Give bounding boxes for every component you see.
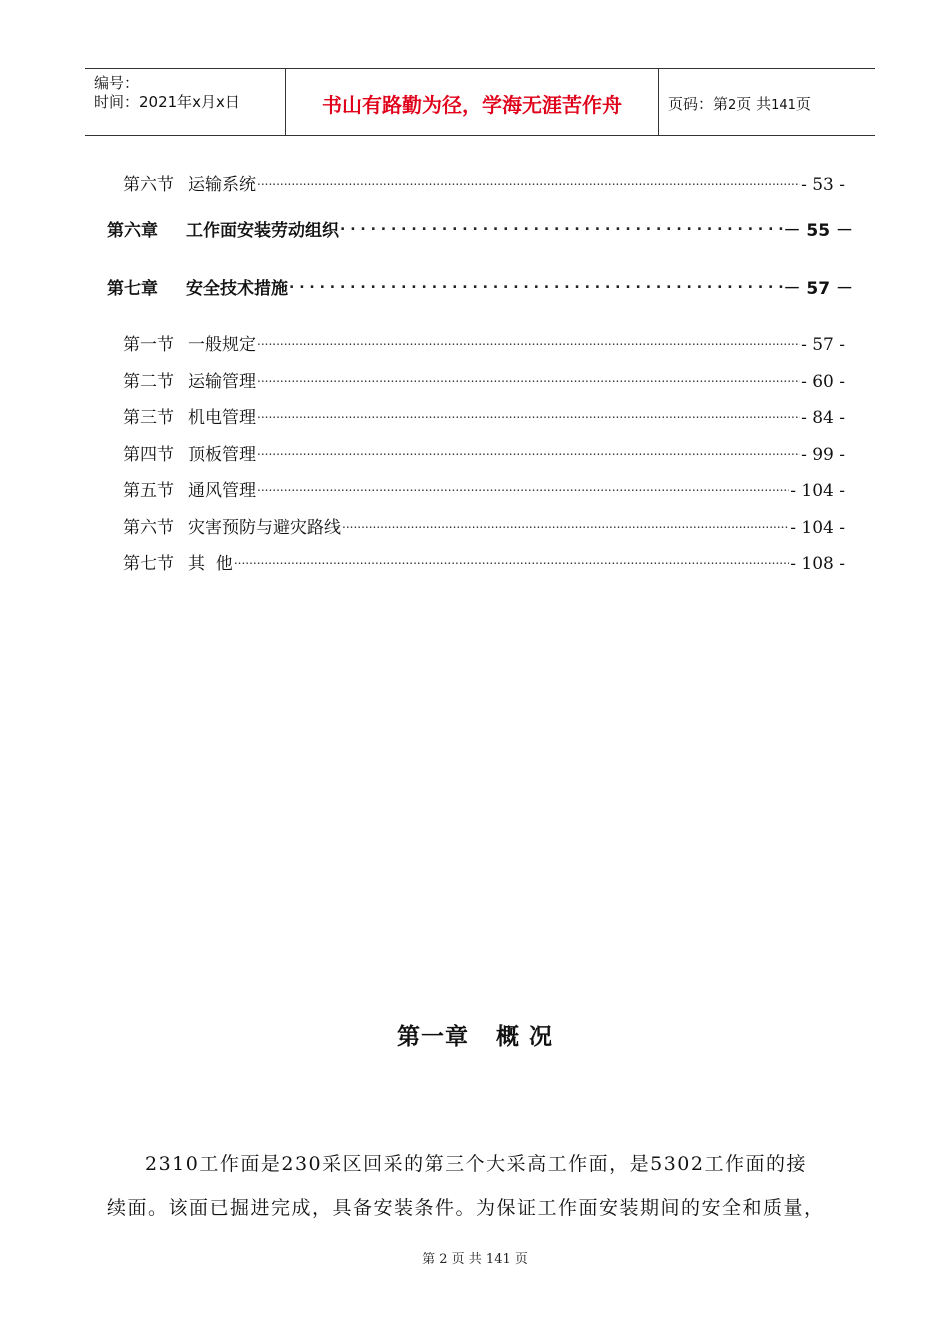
header-page-cell <box>659 69 875 135</box>
toc-entry-title: 工作面安装劳动组织 <box>186 221 339 241</box>
toc-entry-number: 第四节 <box>123 445 174 465</box>
toc-entry-page: - 104 - <box>790 481 845 501</box>
toc-entry[interactable] <box>123 549 845 574</box>
toc-entry-page: － 55 － <box>783 221 853 241</box>
header-motto-cell <box>285 69 659 135</box>
toc-chapter-entry[interactable] <box>107 216 853 241</box>
toc-entry-page: - 104 - <box>790 518 845 538</box>
toc-entry[interactable] <box>123 170 845 195</box>
toc-entry[interactable] <box>123 367 845 392</box>
toc-entry-number: 第五节 <box>123 481 174 501</box>
document-time-label: 时间：2021年x月x日 <box>94 93 240 111</box>
toc-chapter-entry[interactable] <box>107 274 853 299</box>
page-suffix: 页 <box>795 95 811 113</box>
toc-entry-page: - 53 - <box>801 175 845 195</box>
toc-entry-number: 第一节 <box>123 335 174 355</box>
toc-entry-page: - 60 - <box>801 372 845 392</box>
toc-leader-dots <box>257 333 800 350</box>
chapter-heading: 第一章 概 况 <box>396 1024 554 1050</box>
page-mid: 页 共 <box>736 95 772 113</box>
document-number-label: 编号： <box>94 74 140 92</box>
toc-entry-number: 第七节 <box>123 554 174 574</box>
page-prefix: 页码：第 <box>668 95 729 113</box>
toc-entry-page: - 57 - <box>801 335 845 355</box>
toc-entry-number: 第三节 <box>123 408 174 428</box>
toc-entry-number: 第二节 <box>123 372 174 392</box>
toc-leader-dots <box>342 516 789 533</box>
toc-leader-dots <box>257 173 800 190</box>
header-motto: 书山有路勤为径，学海无涯苦作舟 <box>322 93 622 117</box>
document-header <box>85 68 875 136</box>
toc-leader-dots <box>257 443 800 460</box>
toc-leader-dots <box>257 370 800 387</box>
toc-entry-title: 其 他 <box>188 554 233 574</box>
body-paragraph <box>107 1142 863 1230</box>
toc-entry-number: 第六节 <box>123 518 174 538</box>
toc-entry-page: － 57 － <box>783 279 853 299</box>
toc-entry-title: 通风管理 <box>188 481 256 501</box>
toc-leader-dots <box>234 552 789 569</box>
toc-entry-page: - 99 - <box>801 445 845 465</box>
toc-leader-dots <box>289 277 783 294</box>
toc-entry-title: 安全技术措施 <box>186 279 288 299</box>
toc-entry-title: 机电管理 <box>188 408 256 428</box>
toc-entry-title: 运输系统 <box>188 175 256 195</box>
toc-entry-number: 第七章 <box>107 279 158 299</box>
toc-leader-dots <box>257 406 800 423</box>
header-meta-cell <box>85 69 285 135</box>
toc-entry-title: 顶板管理 <box>188 445 256 465</box>
toc-entry-number: 第六节 <box>123 175 174 195</box>
toc-entry-title: 运输管理 <box>188 372 256 392</box>
paragraph-line: 续面。该面已掘进完成，具备安装条件。为保证工作面安装期间的安全和质量， <box>107 1197 825 1219</box>
toc-entry-page: - 108 - <box>790 554 845 574</box>
toc-entry-title: 一般规定 <box>188 335 256 355</box>
toc-entry[interactable] <box>123 476 845 501</box>
toc-entry-title: 灾害预防与避灾路线 <box>188 518 341 538</box>
toc-entry[interactable] <box>123 440 845 465</box>
toc-entry[interactable] <box>123 403 845 428</box>
toc-entry-page: - 84 - <box>801 408 845 428</box>
page-total: 141 <box>771 98 796 113</box>
toc-entry[interactable] <box>123 513 845 538</box>
toc-leader-dots <box>257 479 789 496</box>
toc-entry-number: 第六章 <box>107 221 158 241</box>
page-footer: 第 2 页 共 141 页 <box>422 1252 528 1267</box>
paragraph-line: 2310工作面是230采区回采的第三个大采高工作面，是5302工作面的接 <box>145 1153 807 1175</box>
header-page-info <box>668 93 811 114</box>
toc-leader-dots <box>340 219 783 236</box>
toc-entry[interactable] <box>123 330 845 355</box>
page-current: 2 <box>728 98 737 113</box>
